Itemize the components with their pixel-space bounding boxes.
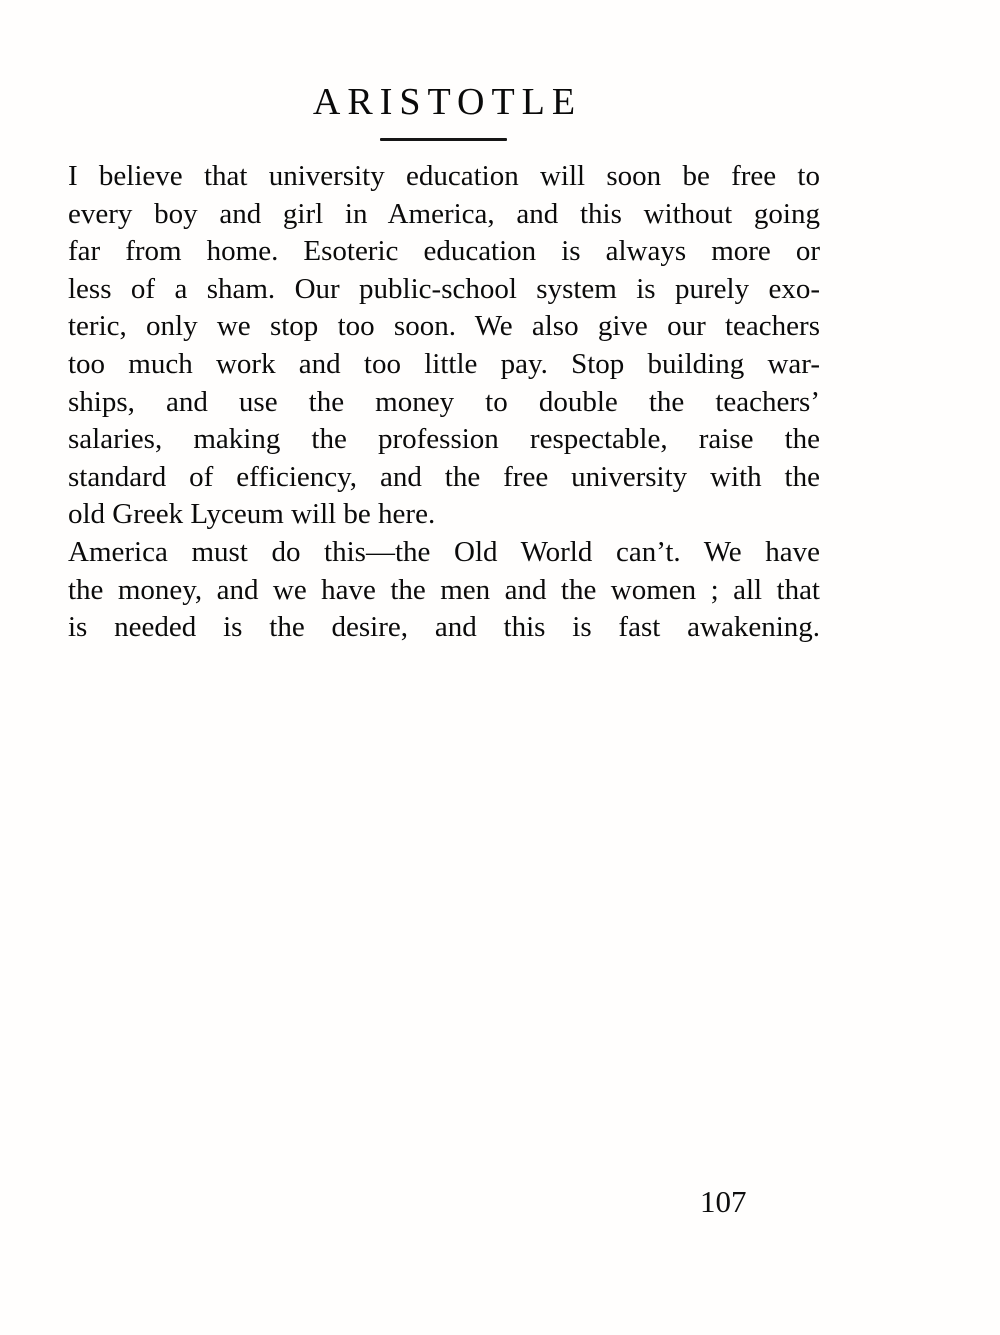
heading-divider (380, 138, 507, 141)
text-line: is needed is the desire, and this is fast awakening. (68, 611, 820, 644)
page-title: ARISTOTLE (312, 81, 583, 123)
text-line: salaries, making the profession respectable, raise the (68, 423, 820, 456)
text-line: far from home. Esoteric education is always more or (68, 235, 820, 268)
text-line: standard of efficiency, and the free university with the (68, 460, 820, 493)
text-line: I believe that university education will soon be free to (68, 160, 820, 192)
text-line: ships, and use the money to double the teachers’ (68, 385, 820, 418)
text-line: the money, and we have the men and the women ; all that (68, 573, 820, 606)
text-line: every boy and girl in America, and this without going (68, 197, 820, 230)
page-number: 107 (700, 1184, 747, 1219)
text-line: less of a sham. Our public-school system is purely exo- (68, 272, 820, 305)
text-line: too much work and too little pay. Stop building war- (68, 347, 820, 380)
text-line: America must do this—the Old World can’t. We have (68, 535, 820, 568)
body-text (68, 158, 820, 647)
text-line: old Greek Lyceum will be here. (68, 498, 436, 531)
text-line: teric, only we stop too soon. We also give our teachers (68, 310, 820, 343)
